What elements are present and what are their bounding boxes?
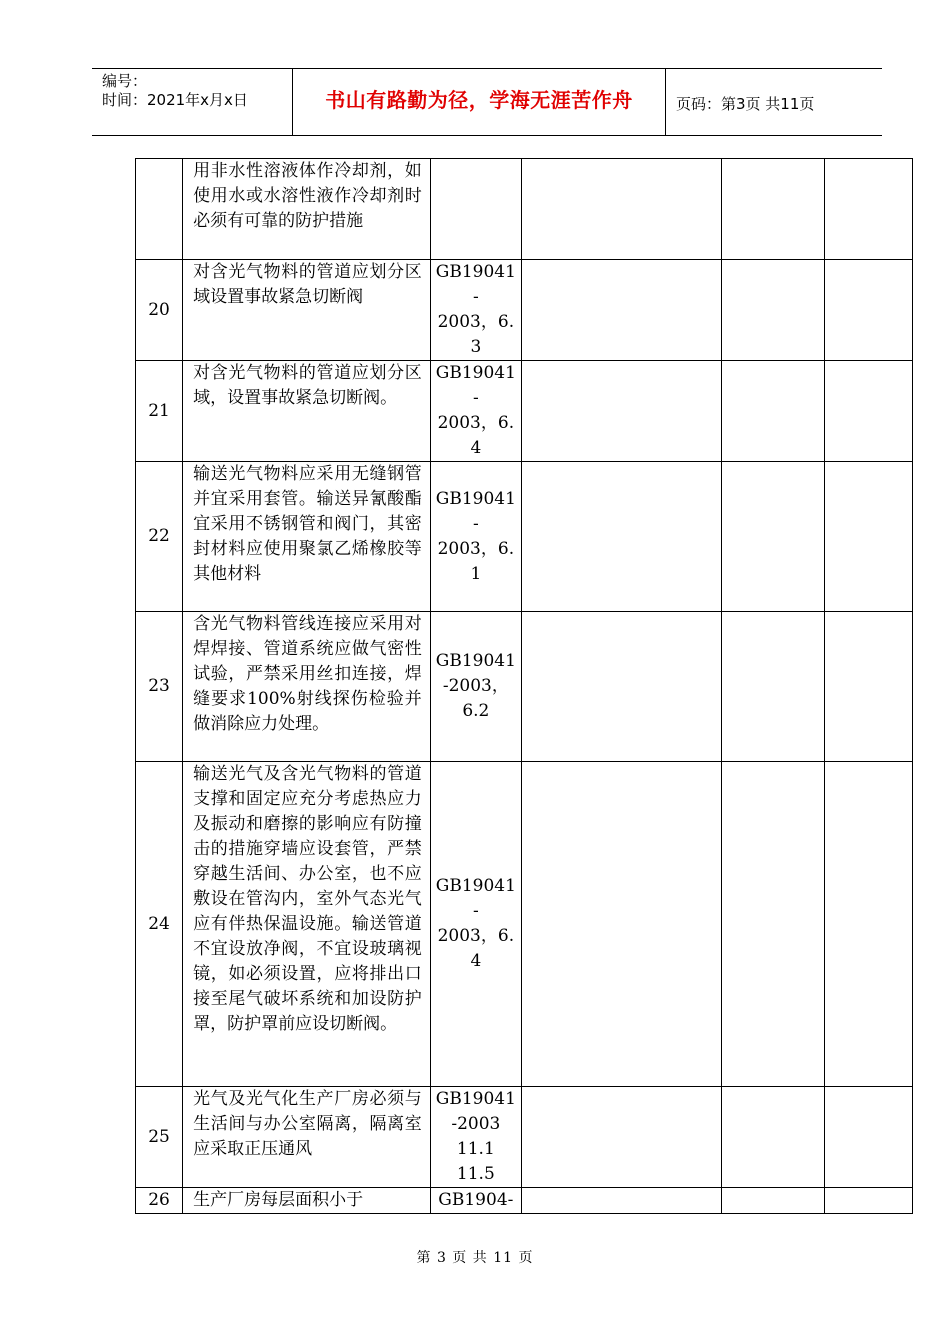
header-page-label: 页码：第3页 共11页	[676, 95, 815, 113]
row-cell-empty	[521, 361, 722, 462]
row-cell-empty	[521, 1188, 722, 1214]
row-number: 21	[136, 361, 183, 462]
row-cell-empty	[824, 612, 912, 762]
header-top-rule	[92, 68, 882, 69]
table-row	[136, 612, 913, 762]
row-number: 22	[136, 462, 183, 612]
row-cell-empty	[824, 159, 912, 260]
row-cell-empty	[722, 1188, 824, 1214]
table-row	[136, 1188, 913, 1214]
row-number: 20	[136, 260, 183, 361]
table-row	[136, 260, 913, 361]
document-time-label: 时间：2021年x月x日	[102, 91, 248, 109]
row-cell-empty	[521, 260, 722, 361]
row-basis: GB1904-	[430, 1188, 521, 1214]
row-number: 26	[136, 1188, 183, 1214]
header-divider-2	[665, 68, 666, 136]
row-cell-empty	[521, 762, 722, 1087]
row-content: 光气及光气化生产厂房必须与生活间与办公室隔离，隔离室应采取正压通风	[183, 1087, 431, 1188]
row-content: 生产厂房每层面积小于	[183, 1188, 431, 1214]
header-meta	[102, 72, 248, 110]
page-footer: 第 3 页 共 11 页	[416, 1250, 534, 1266]
header-motto: 书山有路勤为径，学海无涯苦作舟	[325, 88, 633, 112]
row-cell-empty	[722, 260, 824, 361]
row-cell-empty	[521, 462, 722, 612]
row-content: 含光气物料管线连接应采用对焊焊接、管道系统应做气密性试验，严禁采用丝扣连接，焊缝要求100%射线探伤检验并做消除应力处理。	[183, 612, 431, 762]
table-row	[136, 361, 913, 462]
row-number	[136, 159, 183, 260]
row-content: 对含光气物料的管道应划分区域设置事故紧急切断阀	[183, 260, 431, 361]
row-cell-empty	[521, 612, 722, 762]
table-row	[136, 762, 913, 1087]
row-content: 用非水性溶液体作冷却剂，如使用水或水溶性液作冷却剂时必须有可靠的防护措施	[183, 159, 431, 260]
row-cell-empty	[824, 260, 912, 361]
row-basis: GB19041 -2003 11.1 11.5	[430, 1087, 521, 1188]
row-number: 24	[136, 762, 183, 1087]
row-content: 输送光气及含光气物料的管道支撑和固定应充分考虑热应力及振动和磨擦的影响应有防撞击的措施穿墙应设套管，严禁穿越生活间、办公室，也不应敷设在管沟内，室外气态光气应有伴热保温设施。输送管道不宜设放净阀，不宜设玻璃视镜，如必须设置，应将排出口接至尾气破坏系统和加设防护罩，防护罩前应设切断阀。	[183, 762, 431, 1087]
row-cell-empty	[722, 1087, 824, 1188]
table-row	[136, 159, 913, 260]
row-content: 输送光气物料应采用无缝钢管并宜采用套管。输送异氰酸酯宜采用不锈钢管和阀门，其密封材料应使用聚氯乙烯橡胶等其他材料	[183, 462, 431, 612]
table-row	[136, 462, 913, 612]
table-row	[136, 1087, 913, 1188]
row-basis: GB19041 -2003， 6.2	[430, 612, 521, 762]
row-basis: GB19041 - 2003，6. 4	[430, 762, 521, 1087]
row-cell-empty	[824, 361, 912, 462]
row-basis	[430, 159, 521, 260]
row-cell-empty	[722, 612, 824, 762]
row-cell-empty	[722, 159, 824, 260]
row-cell-empty	[521, 1087, 722, 1188]
row-cell-empty	[824, 1087, 912, 1188]
document-number-label: 编号：	[102, 72, 148, 90]
inspection-table	[135, 158, 913, 1214]
row-number: 25	[136, 1087, 183, 1188]
row-basis: GB19041 - 2003，6. 4	[430, 361, 521, 462]
row-cell-empty	[824, 1188, 912, 1214]
row-content: 对含光气物料的管道应划分区域，设置事故紧急切断阀。	[183, 361, 431, 462]
header-bottom-rule	[92, 135, 882, 136]
row-cell-empty	[722, 762, 824, 1087]
row-cell-empty	[722, 361, 824, 462]
row-cell-empty	[722, 462, 824, 612]
row-number: 23	[136, 612, 183, 762]
row-basis: GB19041 - 2003，6. 3	[430, 260, 521, 361]
row-basis: GB19041 - 2003，6. 1	[430, 462, 521, 612]
row-cell-empty	[521, 159, 722, 260]
row-cell-empty	[824, 462, 912, 612]
row-cell-empty	[824, 762, 912, 1087]
